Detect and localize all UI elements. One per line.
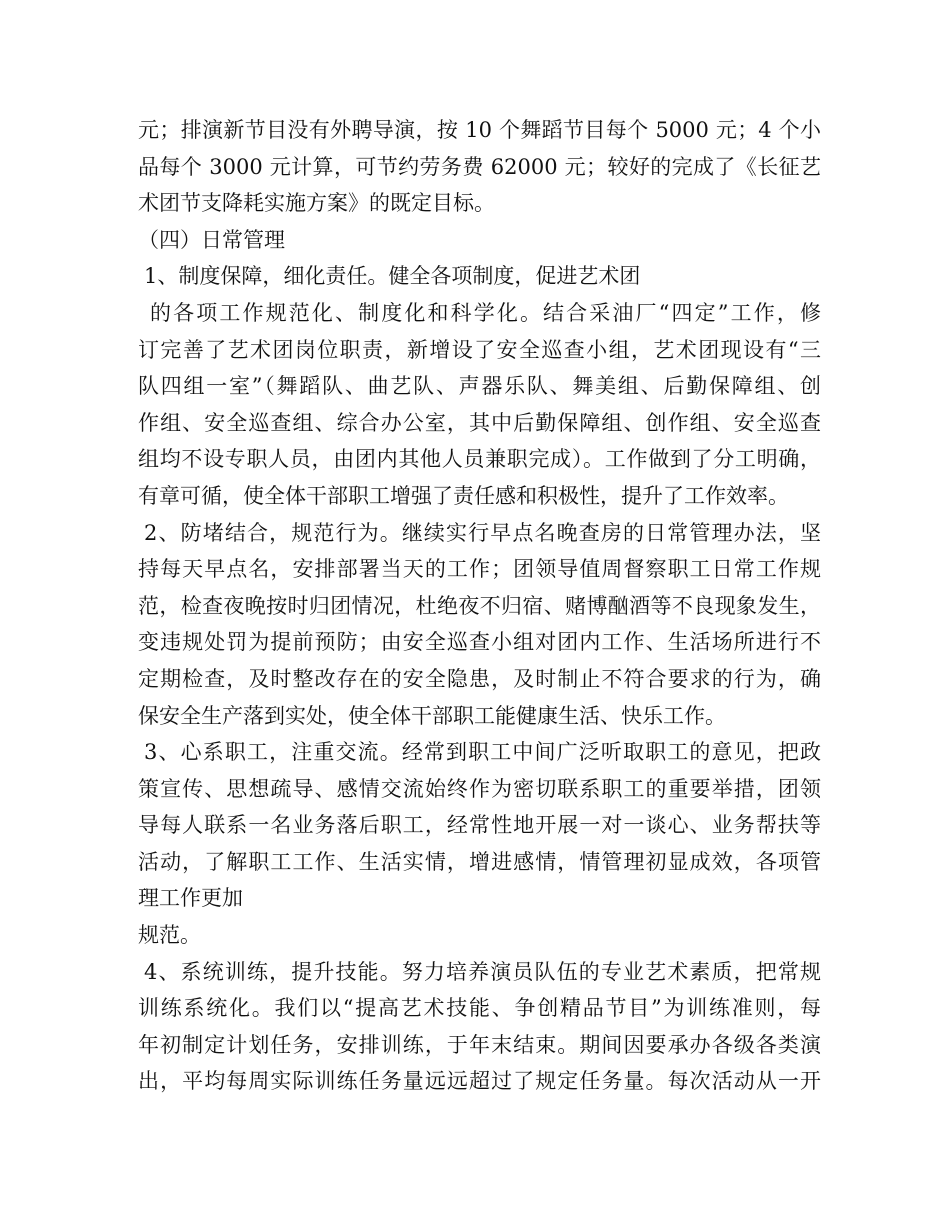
text-line: 持每天早点名，安排部署当天的工作；团领导值周督察职工日常工作规: [138, 557, 821, 582]
section-heading: （四）日常管理: [138, 227, 285, 252]
text-line: 订完善了艺术团岗位职责，新增设了安全巡查小组，艺术团现设有“三: [138, 337, 821, 362]
text-line: 年初制定计划任务，安排训练，于年末结束。期间因要承办各级各类演: [138, 1032, 821, 1057]
text-line: 保安全生产落到实处，使全体干部职工能健康生活、快乐工作。: [138, 703, 726, 728]
text-line: 4、系统训练，提升技能。努力培养演员队伍的专业艺术素质，把常规: [144, 959, 821, 984]
text-line: 出，平均每周实际训练任务量远远超过了规定任务量。每次活动从一开: [138, 1069, 821, 1094]
text-line: 有章可循，使全体干部职工增强了责任感和积极性，提升了工作效率。: [138, 483, 789, 508]
text-line: 术团节支降耗实施方案》的既定目标。: [138, 191, 495, 216]
text-line: 品每个 3000 元计算，可节约劳务费 62000 元；较好的完成了《长征艺: [138, 154, 821, 179]
document-body: [138, 112, 838, 1100]
text-line: 组均不设专职人员，由团内其他人员兼职完成）。工作做到了分工明确，: [138, 447, 821, 472]
text-line: 导每人联系一名业务落后职工，经常性地开展一对一谈心、业务帮扶等: [138, 813, 821, 838]
text-line: 定期检查，及时整改存在的安全隐患，及时制止不符合要求的行为，确: [138, 666, 821, 691]
text-line: 队四组一室”（舞蹈队、曲艺队、声器乐队、舞美组、后勤保障组、创: [138, 374, 821, 399]
text-line: 范，检查夜晚按时归团情况，杜绝夜不归宿、赌博酗酒等不良现象发生，: [138, 593, 821, 618]
text-line: 的各项工作规范化、制度化和科学化。结合采油厂“四定”工作，修: [150, 300, 821, 325]
text-line: 元；排演新节目没有外聘导演，按 10 个舞蹈节目每个 5000 元；4 个小: [138, 118, 821, 142]
text-line: 变违规处罚为提前预防；由安全巡查小组对团内工作、生活场所进行不: [138, 630, 821, 655]
text-line: 3、心系职工，注重交流。经常到职工中间广泛听取职工的意见，把政: [144, 740, 821, 765]
text-line: 1、制度保障，细化责任。健全各项制度，促进艺术团: [144, 264, 641, 289]
text-line: 活动，了解职工工作、生活实情，增进感情，情管理初显成效，各项管: [138, 849, 821, 874]
text-line: 2、防堵结合，规范行为。继续实行早点名晚查房的日常管理办法，坚: [144, 520, 821, 545]
text-line: 规范。: [138, 923, 201, 948]
text-line: 训练系统化。我们以“提高艺术技能、争创精品节目”为训练准则，每: [138, 996, 821, 1021]
text-line: 作组、安全巡查组、综合办公室，其中后勤保障组、创作组、安全巡查: [138, 410, 821, 435]
text-line: 理工作更加: [138, 886, 243, 911]
text-line: 策宣传、思想疏导、感情交流始终作为密切联系职工的重要举措，团领: [138, 776, 821, 801]
